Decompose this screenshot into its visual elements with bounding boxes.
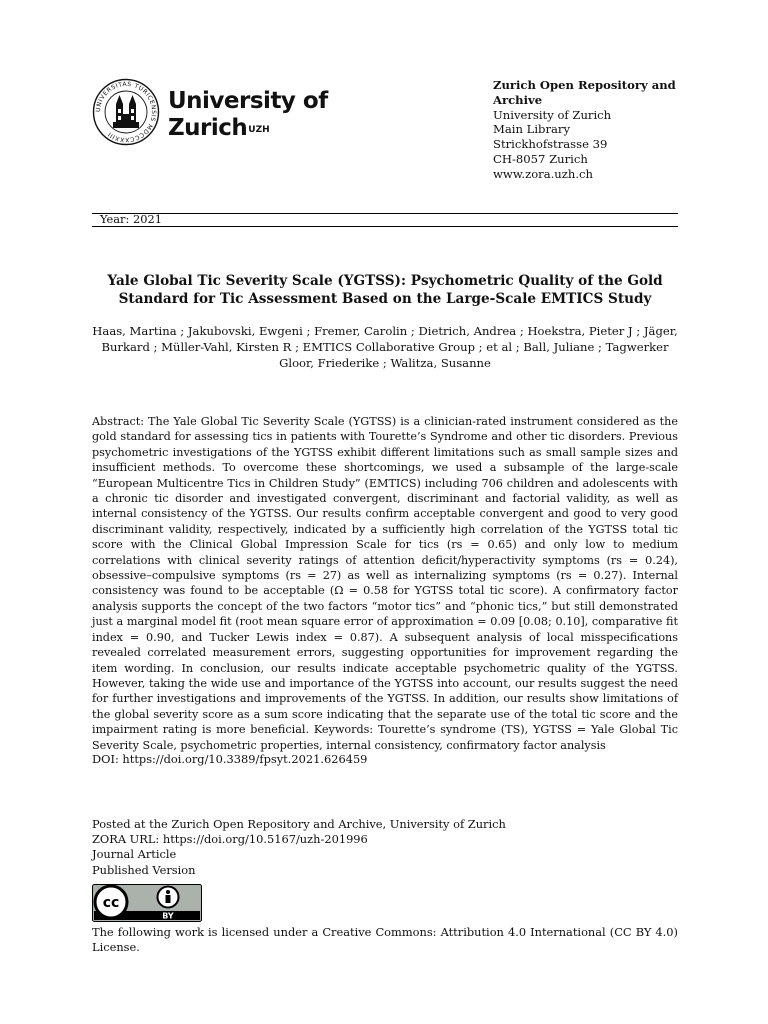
posted-at-text: Posted at the Zurich Open Repository and Archive, University of Zurich — [92, 817, 506, 831]
svg-text:UNIVERSITAS TURICENSIS MDCCCXX: UNIVERSITAS TURICENSIS MDCCCXXXIII — [94, 80, 158, 144]
repository-address — [493, 78, 693, 182]
license-text: The following work is licensed under a Creative Commons: Attribution 4.0 International (CC BY 4.0) License. — [92, 925, 678, 955]
zora-url-link[interactable]: ZORA URL: https://doi.org/10.5167/uzh-201996 — [92, 832, 368, 847]
cc-by-license-icon[interactable] — [92, 884, 202, 922]
university-seal-icon — [92, 78, 160, 146]
university-name-zurich: Zurich — [168, 115, 248, 141]
repository-website-link[interactable]: www.zora.uzh.ch — [493, 166, 593, 181]
by-badge-label: BY — [162, 911, 174, 921]
repository-street: Strickhofstrasse 39 — [493, 137, 608, 152]
cc-badge-label: cc — [102, 895, 120, 911]
university-logo — [92, 78, 332, 152]
doi-link[interactable]: DOI: https://doi.org/10.3389/fpsyt.2021.626459 — [92, 752, 368, 766]
repository-title: Zurich Open Repository and Archive — [493, 78, 676, 107]
publication-year: Year: 2021 — [100, 212, 162, 226]
posting-info — [92, 817, 506, 878]
header-rule-bottom — [92, 226, 678, 227]
publication-version: Published Version — [92, 862, 196, 877]
university-name-line2 — [168, 115, 328, 142]
university-name — [168, 88, 328, 142]
paper-abstract: Abstract: The Yale Global Tic Severity Scale (YGTSS) is a clinician-rated instrument considered as the gold standard for assessing tics in patients with Tourette’s Syndrome and other tic disorders. Previous psychometric investigations of the YGTSS exhibit different limitations such as small sample sizes and insufficient methods. To overcome these shortcomings, we used a subsample of the large-scale “European Multicentre Tics in Children Study” (EMTICS) including 706 children and adolescents with a chronic tic disorder and investigated convergent, discriminant and factorial validity, as well as internal consistency of the YGTSS. Our results confirm acceptable convergent and good to very good discriminant validity, respectively, indicated by a sufficiently high correlation of the YGTSS total tic score with the Clinical Global Impression Scale for tics (rs = 0.65) and only low to medium correlations with clinical severity ratings of attention deficit/hyperactivity symptoms (rs = 0.24), obsessive–compulsive symptoms (rs = 27) as well as internalizing symptoms (rs = 0.27). Internal consistency was found to be acceptable (Ω = 0.58 for YGTSS total tic score). A confirmatory factor analysis supports the concept of the two factors “motor tics” and “phonic tics,” but still demonstrated just a marginal model fit (root mean square error of approximation = 0.09 [0.08; 0.10], comparative fit index = 0.90, and Tucker Lewis index = 0.87). A subsequent analysis of local misspecifications revealed correlated measurement errors, suggesting opportunities for improvement regarding the item wording. In conclusion, our results indicate acceptable psychometric quality of the YGTSS. However, taking the wide use and importance of the YGTSS into account, our results suggest the need for further investigations and improvements of the YGTSS. In addition, our results show limitations of the global severity score as a sum score indicating that the separate use of the total tic score and the impairment rating is more beneficial. Keywords: Tourette’s syndrome (TS), YGTSS = Yale Global Tic Severity Scale, psychometric properties, internal consistency, confirmatory factor analysis — [92, 415, 678, 752]
university-name-line1: University of — [168, 88, 328, 114]
repository-city: CH-8057 Zurich — [493, 151, 588, 166]
publication-type: Journal Article — [92, 847, 177, 862]
paper-authors: Haas, Martina ; Jakubovski, Ewgeni ; Fremer, Carolin ; Dietrich, Andrea ; Hoekstra, Pieter J ; Jäger, Burkard ; Müller-Vahl, Kirsten R ; EMTICS Collaborative Group ; et al ; Ball, Juliane ; Tagwerker Gloor, Friederike ; Walitza, Susanne — [92, 324, 678, 370]
repository-institution: University of Zurich — [493, 107, 612, 122]
uzh-superscript: UZH — [248, 125, 270, 135]
repository-library: Main Library — [493, 122, 571, 137]
header-rule-top — [92, 213, 678, 214]
paper-title: Yale Global Tic Severity Scale (YGTSS): Psychometric Quality of the Gold Standard for Tic Assessment Based on the Large-Scale EMTICS Study — [107, 273, 663, 307]
